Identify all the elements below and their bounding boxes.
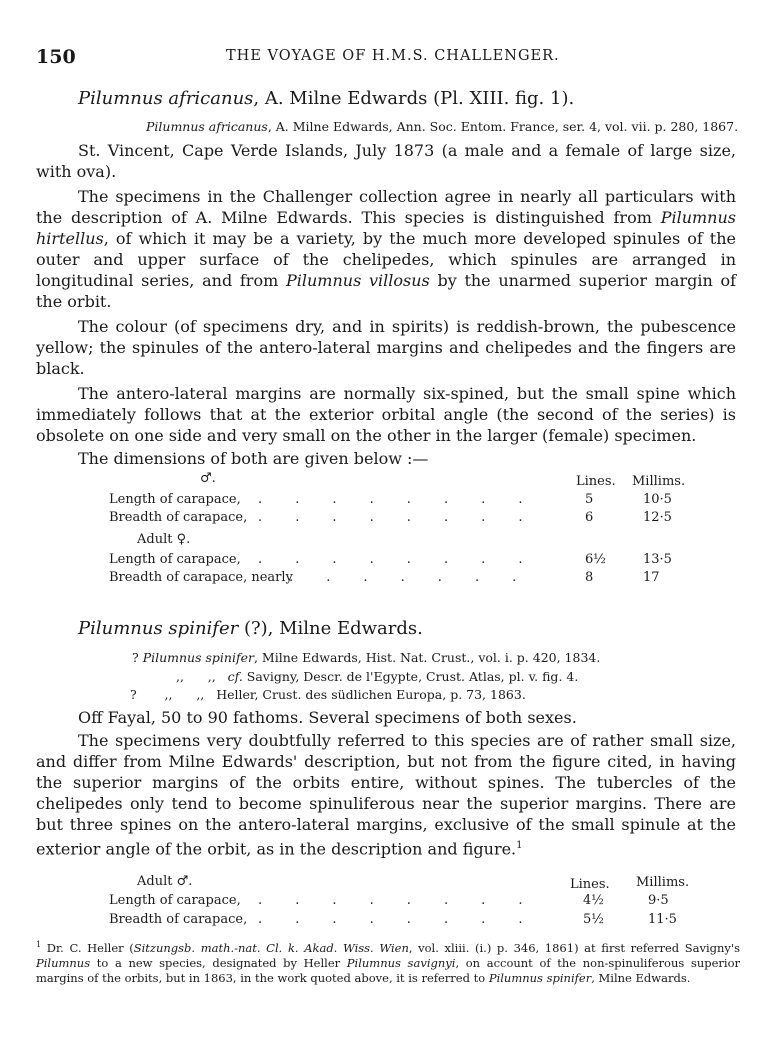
table-cell-mm: 10·5 bbox=[643, 492, 672, 507]
species2-body bbox=[36, 707, 736, 859]
table-cell-mm: 11·5 bbox=[648, 912, 677, 927]
table-cell-lines: 6 bbox=[585, 510, 594, 525]
table-row-label: Length of carapace, bbox=[109, 492, 241, 507]
table-cell-mm: 12·5 bbox=[643, 510, 672, 525]
synonym-line: ,, ,, cf. Savigny, Descr. de l'Egypte, Crust. Atlas, pl. v. fig. 4. bbox=[176, 669, 579, 684]
table-sex-label: Adult ♂. bbox=[137, 874, 193, 889]
synonym-citation: , A. Milne Edwards, Ann. Soc. Entom. France, ser. 4, vol. vii. p. 280, 1867. bbox=[267, 119, 739, 134]
synonym-line: ? ,, ,, Heller, Crust. des südlichen Europa, p. 73, 1863. bbox=[130, 687, 526, 702]
table-cell-mm: 9·5 bbox=[648, 893, 669, 908]
species-name: Pilumnus spinifer bbox=[78, 618, 239, 639]
running-title: THE VOYAGE OF H.M.S. CHALLENGER. bbox=[226, 48, 560, 64]
table-cell-lines: 4½ bbox=[583, 893, 604, 908]
paragraph: Off Fayal, 50 to 90 fathoms. Several specimens of both sexes. bbox=[78, 708, 577, 727]
paragraph: The antero-lateral margins are normally six-spined, but the small spine which immediately follows that at the exterior orbital angle (the second of the series) is obsolete on one side and very small on the other in the larger (female) specimen. bbox=[36, 384, 736, 445]
table-col-lines: Lines. bbox=[570, 877, 610, 892]
species1-body bbox=[36, 140, 736, 469]
table-cell-lines: 5 bbox=[585, 492, 594, 507]
table-row-label: Breadth of carapace, bbox=[109, 510, 248, 525]
table-cell-mm: 13·5 bbox=[643, 552, 672, 567]
table-cell-lines: 5½ bbox=[583, 912, 604, 927]
table-row-label: Breadth of carapace, nearly bbox=[109, 570, 293, 585]
table-cell-mm: 17 bbox=[643, 570, 660, 585]
species-author: , A. Milne Edwards (Pl. XIII. fig. 1). bbox=[253, 88, 575, 109]
table-col-mm: Millims. bbox=[632, 474, 686, 489]
species-heading-1 bbox=[78, 88, 574, 109]
paragraph: The specimens in the Challenger collection agree in nearly all particulars with the description of A. Milne Edwards. This species is distinguished from Pilumnus hirtellus, of which it may be a variety, by the much more developed spinules of the outer and upper surface of the chelipedes, which spinules are arranged in longitudinal series, and from Pilumnus villosus by the unarmed superior margin of the orbit. bbox=[36, 187, 737, 311]
species-author: (?), Milne Edwards. bbox=[238, 618, 423, 639]
species-heading-2 bbox=[78, 618, 423, 639]
page-number: 150 bbox=[36, 46, 76, 68]
species-name: Pilumnus africanus bbox=[78, 88, 254, 109]
page: 150 THE VOYAGE OF H.M.S. CHALLENGER. Pilumnus africanus, A. Milne Edwards (Pl. XIII. fig. 1). Pilumnus africanus, A. Milne Edwards, Ann. Soc. Entom. France, ser. 4, vol. vii. p. 280, 1867. St. Vincent, Cape Verde Islands, July 1873 (a male and a female of large size, with ova). The specimens in the Challenger collection agree in nearly all particulars with the description of A. Milne Edwards. This species is distinguished from Pilumnus hirtellus, of which it may be a variety, by the much more developed spinules of the outer and upper surface of the chelipedes, which spinules are arranged in longitudinal series, and from Pilumnus villosus by the unarmed superior margin of the orbit. The colour (of specimens dry, and in spirits) is reddish-brown, the pubescence yellow; the spinules of the antero-lateral margins and chelipedes and the fingers are black. The antero-lateral margins are normally six-spined, but the small spine which immediately follows that at the exterior orbital angle (the second of the series) is obsolete on one side and very small on the other in the larger (female) specimen. The dimensions of both are given below :— ♂. Lines. Millims. Length of carapace, . . . . . . . . 5 10·5 Breadth of carapace, . . . . . . . . 6 12·5 Adult ♀. Length of carapace, . . . . . . . . 6½ 13·5 Breadth of carapace, nearly . . . . . . . 8 17 Pilumnus spinifer (?), Milne Edwards. ? Pilumnus spinifer, Milne Edwards, Hist. Nat. Crust., vol. i. p. 420, 1834. ,, ,, cf. Savigny, Descr. de l'Egypte, Crust. Atlas, pl. v. fig. 4. ? ,, ,, Heller, Crust. des südlichen Europa, p. 73, 1863. Off Fayal, 50 to 90 fathoms. Several specimens of both sexes. The specimens very doubtfully referred to this species are of rather small size, and differ from Milne Edwards' description, but not from the figure cited, in having the superior margins of the orbits entire, without spines. The tubercles of the chelipedes only tend to become spinuliferous near the superior margins. There are but three spines on the antero-lateral margins, exclusive of the small spinule at the exterior angle of the orbit, as in the description and figure.$^1$ Adult ♂. Lines. Millims. Length of carapace, . . . . . . . . 4½ 9·5 Breadth of carapace, . . . . . . . . 5½ 11·5 $^1$ Dr. C. Heller (Sitzungsb. math.-nat. Cl. k. Akad. Wiss. Wien, vol. xliii. (i.) p. 346, 1861) at first referred Savigny's Pilumnus to a new species, designated by Heller Pilumnus savignyi, on account of the non-spinuliferous superior margins of the orbits, but in 1863, in the work quoted above, it is referred to Pilumnus spinifer, Milne Edwards. bbox=[36, 46, 740, 985]
table-sex-label: ♂. bbox=[200, 471, 216, 486]
paragraph: The specimens very doubtfully referred to this species are of rather small size, and differ from Milne Edwards' description, but not from the figure cited, in having the superior margins of the orbits entire, without spines. The tubercles of the chelipedes only tend to become spinuliferous near the superior margins. There are but three spines on the antero-lateral margins, exclusive of the small spinule at the exterior angle of the orbit, as in the description and figure.$^1$ bbox=[36, 731, 736, 859]
table-cell-lines: 6½ bbox=[585, 552, 606, 567]
table-row-label: Length of carapace, bbox=[109, 552, 241, 567]
footnote-ref: 1 bbox=[516, 840, 523, 851]
table-row-label: Breadth of carapace, bbox=[109, 912, 248, 927]
table-col-mm: Millims. bbox=[636, 875, 690, 890]
synonym-line bbox=[146, 119, 738, 134]
footnote: $^1$ Dr. C. Heller (Sitzungsb. math.-nat. Cl. k. Akad. Wiss. Wien, vol. xliii. (i.) p. 346, 1861) at first referred Savigny's Pilumnus to a new species, designated by Heller Pilumnus savignyi, on account of the non-spinuliferous superior margins of the orbits, but in 1863, in the work quoted above, it is referred to Pilumnus spinifer, Milne Edwards. bbox=[36, 940, 740, 985]
table-sex-label: Adult ♀. bbox=[137, 532, 191, 547]
table-col-lines: Lines. bbox=[576, 474, 616, 489]
paragraph: The colour (of specimens dry, and in spirits) is reddish-brown, the pubescence yellow; the spinules of the antero-lateral margins and chelipedes and the fingers are black. bbox=[36, 317, 736, 378]
table-row-label: Length of carapace, bbox=[109, 893, 241, 908]
synonym-line: ? Pilumnus spinifer, Milne Edwards, Hist. Nat. Crust., vol. i. p. 420, 1834. bbox=[132, 650, 601, 665]
paragraph: St. Vincent, Cape Verde Islands, July 1873 (a male and a female of large size, with ova). bbox=[36, 141, 736, 181]
synonym-name: Pilumnus africanus bbox=[146, 119, 268, 134]
paragraph: The dimensions of both are given below :— bbox=[78, 449, 429, 468]
table-cell-lines: 8 bbox=[585, 570, 594, 585]
